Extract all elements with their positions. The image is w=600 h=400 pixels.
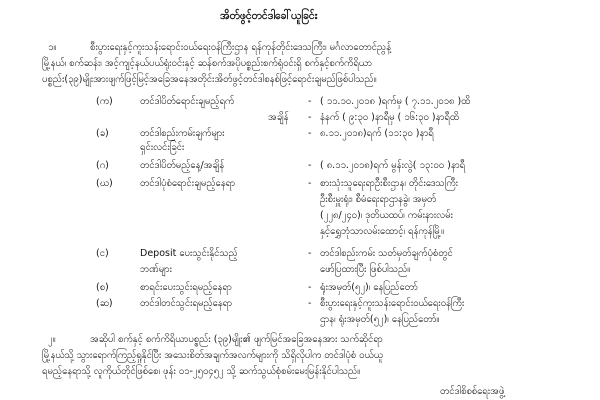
para1-line1: စီးပွားရေးနှင့်ကူးသန်းရောင်းဝယ်ရေးဝန်ကြီးဌာန ရန်ကုန်တိုင်းဒေသကြီး၊ မင်္ဂလာတောင်ညွန့် [90,42,391,53]
item-separator: - [308,282,312,293]
item-separator: - [308,298,312,309]
signature: တင်ဒါစိစစ်ရေးအဖွဲ့ [440,386,505,397]
item-separator: - [308,160,312,171]
para2-number: ၂။ [48,334,56,345]
item-number: (စ) [96,282,109,293]
item-label: တင်ဒါတင်သွင်းရမည့်နေရာ [140,298,233,309]
para1-line2: မြို့နယ်၊ စက်ဆန်း၊ အင့်ကျင့်နယ်ပယ်ရုံးဝင်းနှင့် ဆန်စက်အပိုပစ္စည်းစက်ရုံဝင်းရှိ စက်နှင့်စက်ကိရိယာ [42,58,372,69]
item-number: (ဂ) [96,160,109,171]
item-label-cont: ရှင်းလင်းခြင်း [140,142,185,153]
item-value: နံနက် ( ၉:၃၀ )နာရီမှ ( ၁၆:၃၀ )နာရီထိ [320,112,460,123]
page-title: အိတ်ဖွင့်တင်ဒါခေါ်ယူခြင်း [220,10,318,22]
item-value-cont: (၂၂၈/၂၄၀)၊ ဒုတိယထပ်၊ ကမ်းနားလမ်း [320,210,453,221]
item-value: ( ၈.၁၁.၂၀၁၈)ရက် မွန်းလွဲ( ၁၃:၀၀ )နာရီ [320,160,466,171]
item-value: တင်ဒါစည်းကမ်း သတ်မှတ်ချက်ပုံစံတွင် [320,248,453,259]
item-number: (ခ) [96,128,109,139]
item-value: ( ၁၁.၁၀.၂၀၁၈ )ရက်မှ ( ၇.၁၁.၂၀၁၈ )ထိ [320,96,471,107]
item-separator: - [308,112,312,123]
para2-line1: အဆိုပါ စက်နှင့် စက်ကိရိယာပစ္စည်း (၃၉)မျိုး၏ ဖျက်မြင်အခြေအနေအား သက်ဆိုင်ရာ [90,334,383,345]
item-label: Deposit ပေးသွင်းနိုင်သည့် [140,248,238,259]
item-number: (င) [96,248,109,259]
item-number: (ဆ) [96,298,113,309]
item-separator: - [308,248,312,259]
item-label: တင်ဒါပိတ်ရောင်းချမည့်ရက် [140,96,235,107]
item-value-cont: နှင့်ရွှေဘုံသာလမ်းထောင့်၊ ရန်ကုန်မြို့။ [320,226,444,237]
item-number: (က) [96,96,113,107]
para2-line2: မြို့နယ်သို့ သွားရောက်ကြည့်ရှုနိုင်ပြီး အသေးစိတ်အချက်အလက်များကို သိရှိလိုပါက တင်ဒါပုံစံ ဝယ်ယူ [42,350,383,361]
item-value-cont: ဖော်ပြထားပြီး ဖြစ်ပါသည်။ [320,264,411,275]
item-separator: - [308,178,312,189]
para1-line3: ပစ္စည်း(၃၉)မျိုးအားဖျက်ဖြင့်မြင့်အခြေအနေအတိုင်းအိတ်ဖွင့်တင်ဒါစနစ်ဖြင့်ရောင်းချမည်ဖြစ်ပါသည်။ [42,74,377,85]
item-label: တင်ဒါပုံစံရောင်းချမည့်နေရာ [140,178,235,189]
item-label: စာရင်းပေးသွင်းရမည့်နေရာ [140,282,232,293]
item-separator: - [308,128,312,139]
item-label: အချိန် [268,112,289,123]
item-value: စီးပွားရေးနှင့်ကူးသန်းရောင်းဝယ်ရေးဝန်ကြီး [320,298,465,309]
item-value: စားသုံးသူရေးရာဦးစီးဌာန၊ တိုင်းဒေသကြီး [320,178,459,189]
para2-line3: ရမည့်နေရာသို့ လူကိုယ်တိုင်ဖြစ်စေ၊ ဖုန်း ၀၁-၂၅၀၄၅၂ သို့ ဆက်သွယ်စုံစမ်းမေးမြန်းနိုင်ပါသည်။ [42,366,361,377]
item-value-cont: ဌာန၊ ရုံးအမှတ်(၅၂)၊ နေပြည်တော်။ [320,314,440,325]
item-label: တင်ဒါပိတ်မည့်နေ့/အချိန် [140,160,225,171]
para1-number: ၁။ [48,42,57,53]
item-label: တင်ဒါစည်းကမ်းချက်များ [140,128,225,139]
item-value: ၈.၁၁.၂၀၁၈)ရက် (၁၁:၃၀ )နာရီ [320,128,434,139]
item-number: (ဃ) [96,178,113,189]
item-value: ရုံးအမှတ်(၅၂)၊ နေပြည်တော် [320,282,418,293]
item-separator: - [308,96,312,107]
item-value-cont: ဦးစီးမှူးရုံး၊ စီမံရေးရာဌာနခွဲ၊ အမှတ် [320,194,437,205]
item-label-cont: ဘဏ်များ [140,264,172,275]
